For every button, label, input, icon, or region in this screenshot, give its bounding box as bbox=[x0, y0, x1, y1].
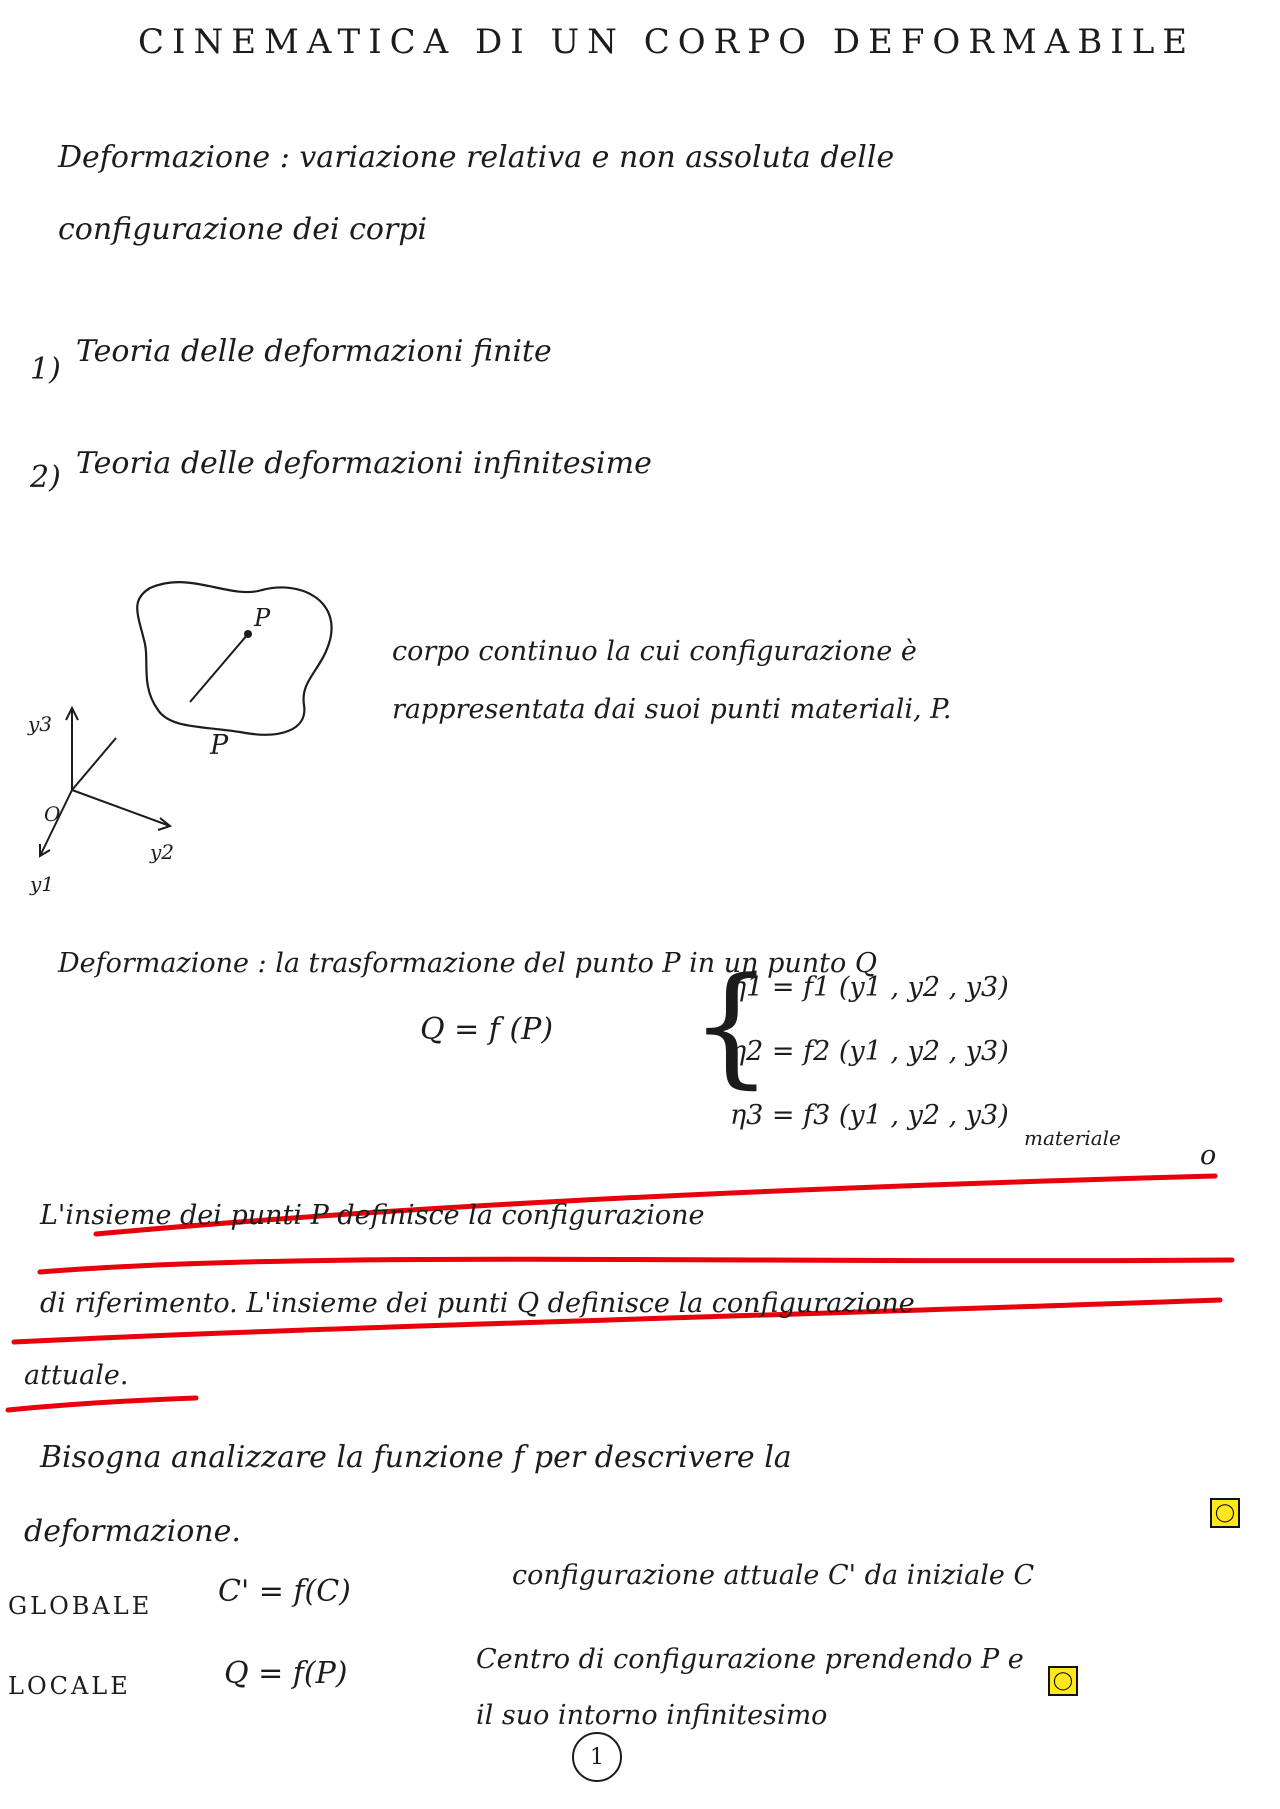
study-line-2: deformazione. bbox=[24, 1514, 241, 1549]
theory-1-text: Teoria delle deformazioni finite bbox=[76, 334, 552, 369]
highlight-line-1: L'insieme dei punti P definisce la configurazione bbox=[40, 1200, 705, 1231]
theory-1-number: 1) bbox=[30, 352, 61, 387]
axis-y3-label: y3 bbox=[28, 712, 53, 736]
comment-icon[interactable]: ◯ bbox=[1210, 1498, 1240, 1528]
global-description: configurazione attuale C' da iniziale C bbox=[512, 1560, 1035, 1591]
system-eq-2: η2 = f2 (y1 , y2 , y3) bbox=[730, 1036, 1009, 1067]
definition-line-1: Deformazione : variazione relativa e non assoluta delle bbox=[58, 140, 895, 175]
origin-label: O bbox=[44, 802, 61, 826]
highlight-line-1-end: o bbox=[1200, 1140, 1217, 1171]
highlight-line-4: attuale. bbox=[24, 1360, 129, 1391]
page-number: 1 bbox=[572, 1732, 622, 1782]
body-diagram bbox=[0, 560, 360, 890]
global-label: GLOBALE bbox=[8, 1592, 153, 1620]
axis-y1-label: y1 bbox=[30, 872, 55, 896]
position-vector bbox=[190, 634, 248, 702]
local-formula: Q = f(P) bbox=[224, 1656, 348, 1691]
axis-y2-line bbox=[72, 790, 170, 826]
highlight-line-3: di riferimento. L'insieme dei punti Q definisce la configurazione bbox=[40, 1288, 915, 1319]
comment-icon[interactable]: ◯ bbox=[1048, 1666, 1078, 1696]
definition-line-2: configurazione dei corpi bbox=[58, 212, 428, 247]
correction-word: materiale bbox=[1024, 1126, 1121, 1150]
point-label-p: P bbox=[254, 604, 271, 632]
theory-2-number: 2) bbox=[30, 460, 61, 495]
system-brace: { bbox=[690, 949, 773, 1101]
axis-origin-stroke bbox=[72, 738, 116, 790]
system-eq-1: η1 = f1 (y1 , y2 , y3) bbox=[730, 972, 1009, 1003]
body-description-line-1: corpo continuo la cui configurazione è bbox=[392, 636, 917, 667]
local-description-line-1: Centro di configurazione prendendo P e bbox=[476, 1644, 1024, 1675]
page-title: CINEMATICA DI UN CORPO DEFORMABILE bbox=[138, 22, 1196, 62]
system-eq-3: η3 = f3 (y1 , y2 , y3) bbox=[730, 1100, 1009, 1131]
axis-y2-label: y2 bbox=[150, 840, 175, 864]
theory-2-text: Teoria delle deformazioni infinitesime bbox=[76, 446, 652, 481]
region-label-p: P bbox=[210, 730, 229, 761]
body-description-line-2: rappresentata dai suoi punti materiali, P. bbox=[392, 694, 952, 725]
local-label: LOCALE bbox=[8, 1672, 131, 1700]
study-line-1: Bisogna analizzare la funzione f per descrivere la bbox=[40, 1440, 792, 1475]
deformation-equation: Q = f (P) bbox=[420, 1012, 554, 1047]
global-formula: C' = f(C) bbox=[218, 1574, 351, 1609]
deformation-line: Deformazione : la trasformazione del punto P in un punto Q bbox=[58, 948, 878, 979]
body-outline bbox=[137, 582, 331, 735]
local-description-line-2: il suo intorno infinitesimo bbox=[476, 1700, 828, 1731]
point-p-marker bbox=[244, 630, 252, 638]
